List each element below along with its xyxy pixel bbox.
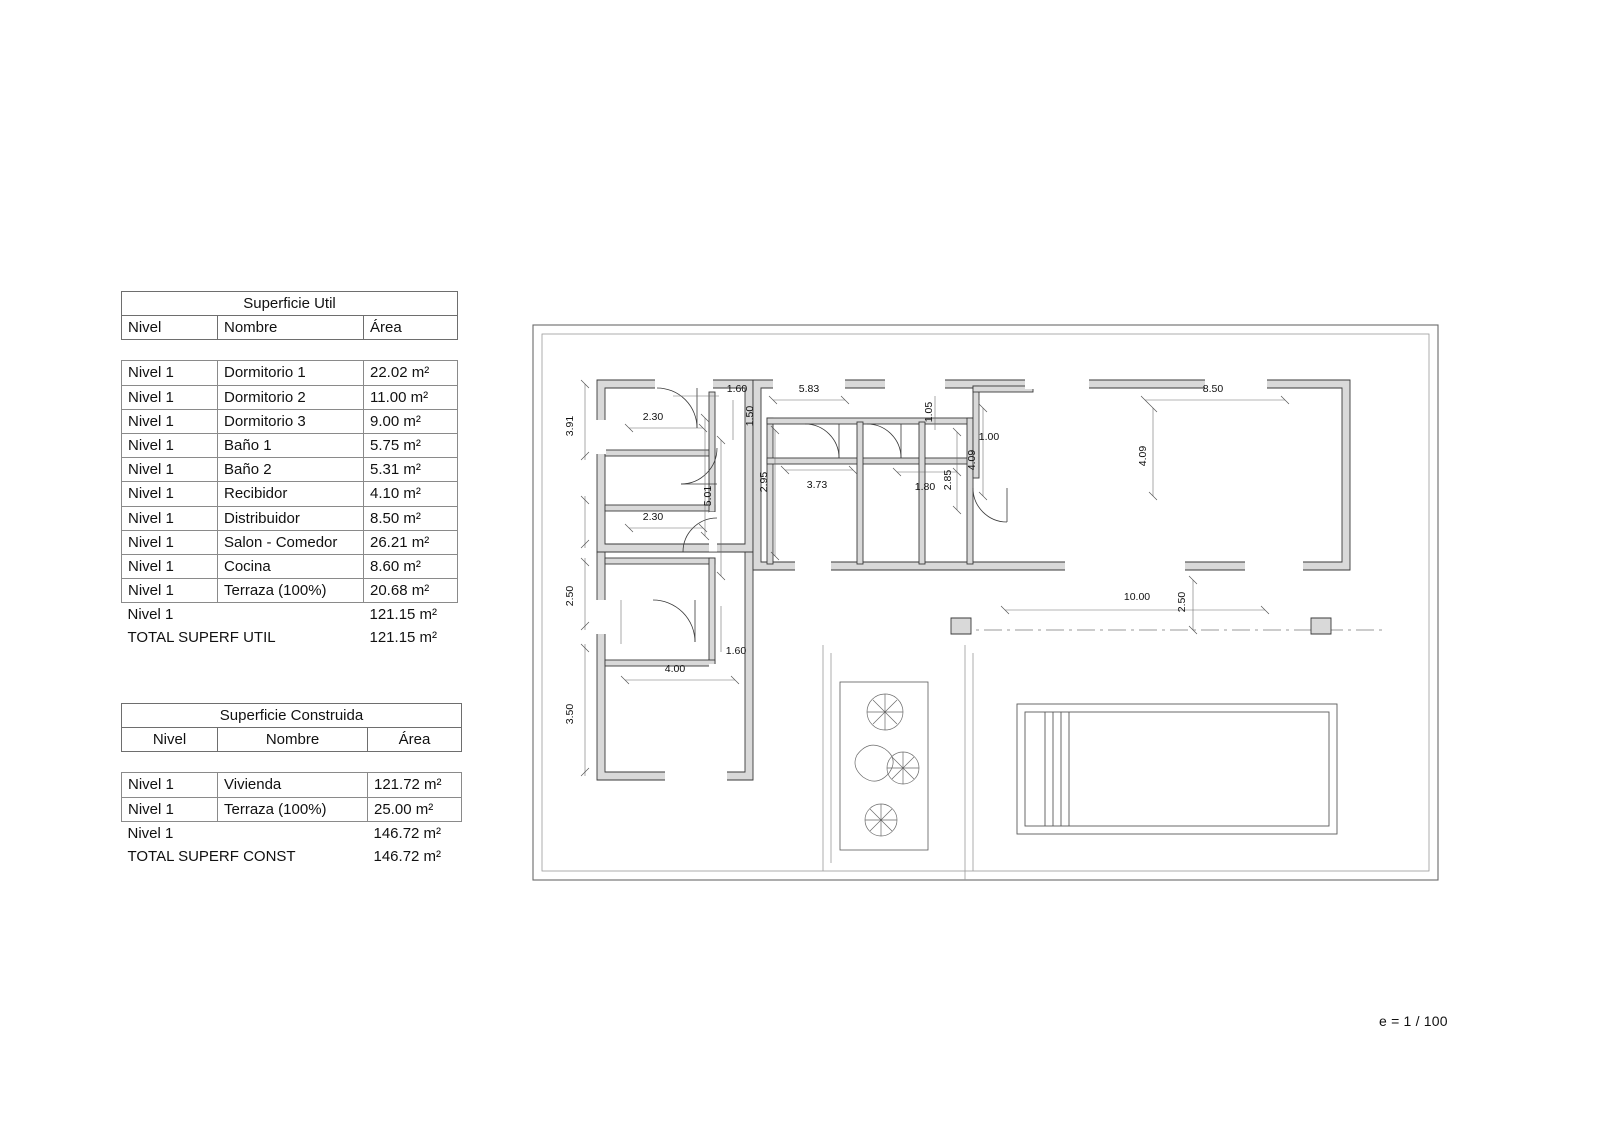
dim-1-60-a: 1.60 xyxy=(726,383,748,395)
header-nombre: Nombre xyxy=(218,728,368,752)
total-area: 121.15 m² xyxy=(369,629,438,647)
dim-5-83: 5.83 xyxy=(798,383,820,395)
cell-nivel: Nivel 1 xyxy=(122,433,218,457)
header-nombre: Nombre xyxy=(218,316,364,340)
total-label: TOTAL SUPERF UTIL xyxy=(127,629,276,647)
cell-nivel: Nivel 1 xyxy=(122,482,218,506)
table-spacer xyxy=(122,752,462,773)
dim-1-50: 1.50 xyxy=(744,405,756,427)
floor-plan-drawing xyxy=(505,300,1465,920)
cell-nivel: Nivel 1 xyxy=(122,409,218,433)
cell-nivel: Nivel 1 xyxy=(122,506,218,530)
cell-nivel: Nivel 1 xyxy=(122,530,218,554)
dim-10-00: 10.00 xyxy=(1123,591,1151,603)
cell-area: 25.00 m² xyxy=(368,797,462,821)
cell-area: 8.50 m² xyxy=(364,506,458,530)
cell-nombre: Baño 2 xyxy=(218,458,364,482)
subtotal-label: Nivel 1 xyxy=(127,606,174,624)
scale-note: e = 1 / 100 xyxy=(1379,1013,1448,1029)
dim-1-00: 1.00 xyxy=(978,431,1000,443)
cell-area: 121.72 m² xyxy=(368,773,462,797)
table-title-row xyxy=(122,704,462,728)
table-spacer xyxy=(122,340,458,361)
total-label: TOTAL SUPERF CONST xyxy=(127,847,296,865)
dim-2-85: 2.85 xyxy=(942,469,954,491)
subtotal-label: Nivel 1 xyxy=(127,824,174,842)
table-row xyxy=(122,579,458,603)
table-header-row xyxy=(122,728,462,752)
cell-nombre: Dormitorio 3 xyxy=(218,409,364,433)
header-area: Área xyxy=(364,316,458,340)
cell-area: 11.00 m² xyxy=(364,385,458,409)
dim-4-09-a: 4.09 xyxy=(966,449,978,471)
cell-nombre: Dormitorio 2 xyxy=(218,385,364,409)
dim-2-95: 2.95 xyxy=(758,471,770,493)
table-row xyxy=(122,409,458,433)
cell-nivel: Nivel 1 xyxy=(122,361,218,385)
cell-nombre: Salon - Comedor xyxy=(218,530,364,554)
cell-nivel: Nivel 1 xyxy=(122,554,218,578)
dim-2-50: 2.50 xyxy=(564,585,576,607)
header-area: Área xyxy=(368,728,462,752)
cell-nivel: Nivel 1 xyxy=(122,385,218,409)
cell-nivel: Nivel 1 xyxy=(122,579,218,603)
total-area: 146.72 m² xyxy=(373,847,442,865)
cell-area: 26.21 m² xyxy=(364,530,458,554)
const-table-title: Superficie Construida xyxy=(122,704,462,728)
cell-area: 4.10 m² xyxy=(364,482,458,506)
dim-2-30-b: 2.30 xyxy=(642,511,664,523)
table-row xyxy=(122,797,462,821)
dim-3-91: 3.91 xyxy=(564,415,576,437)
table-row xyxy=(122,506,458,530)
table-total-row xyxy=(122,626,458,649)
table-subtotal-row xyxy=(122,603,458,627)
cell-nombre: Recibidor xyxy=(218,482,364,506)
cell-nombre: Vivienda xyxy=(218,773,368,797)
dim-3-50: 3.50 xyxy=(564,703,576,725)
dim-8-50: 8.50 xyxy=(1202,383,1224,395)
table-title-row xyxy=(122,292,458,316)
dim-5-01: 5.01 xyxy=(702,485,714,507)
cell-nombre: Cocina xyxy=(218,554,364,578)
cell-nivel: Nivel 1 xyxy=(122,773,218,797)
table-total-row xyxy=(122,845,462,868)
cell-nivel: Nivel 1 xyxy=(122,458,218,482)
subtotal-area: 121.15 m² xyxy=(369,606,438,624)
cell-area: 5.31 m² xyxy=(364,458,458,482)
table-row xyxy=(122,482,458,506)
cell-nombre: Terraza (100%) xyxy=(218,579,364,603)
dim-3-73: 3.73 xyxy=(806,479,828,491)
cell-nivel: Nivel 1 xyxy=(122,797,218,821)
subtotal-area: 146.72 m² xyxy=(373,824,442,842)
cell-nombre: Dormitorio 1 xyxy=(218,361,364,385)
cell-nombre: Distribuidor xyxy=(218,506,364,530)
dim-4-09-b: 4.09 xyxy=(1137,445,1149,467)
header-nivel: Nivel xyxy=(122,316,218,340)
cell-nombre: Baño 1 xyxy=(218,433,364,457)
cell-area: 9.00 m² xyxy=(364,409,458,433)
superficie-util-table xyxy=(121,291,457,650)
table-row xyxy=(122,361,458,385)
dim-2-30-a: 2.30 xyxy=(642,411,664,423)
dim-1-80: 1.80 xyxy=(914,481,936,493)
dim-1-60-b: 1.60 xyxy=(725,645,747,657)
dim-4-00: 4.00 xyxy=(664,663,686,675)
table-subtotal-row xyxy=(122,821,462,845)
cell-area: 22.02 m² xyxy=(364,361,458,385)
cell-nombre: Terraza (100%) xyxy=(218,797,368,821)
table-row xyxy=(122,530,458,554)
table-row xyxy=(122,554,458,578)
table-row xyxy=(122,385,458,409)
cell-area: 20.68 m² xyxy=(364,579,458,603)
cell-area: 5.75 m² xyxy=(364,433,458,457)
table-row xyxy=(122,433,458,457)
table-header-row xyxy=(122,316,458,340)
table-row xyxy=(122,773,462,797)
header-nivel: Nivel xyxy=(122,728,218,752)
superficie-construida-table xyxy=(121,703,461,868)
table-row xyxy=(122,458,458,482)
util-table-title: Superficie Util xyxy=(122,292,458,316)
dim-1-05: 1.05 xyxy=(923,401,935,423)
dim-2-50-b: 2.50 xyxy=(1176,591,1188,613)
cell-area: 8.60 m² xyxy=(364,554,458,578)
